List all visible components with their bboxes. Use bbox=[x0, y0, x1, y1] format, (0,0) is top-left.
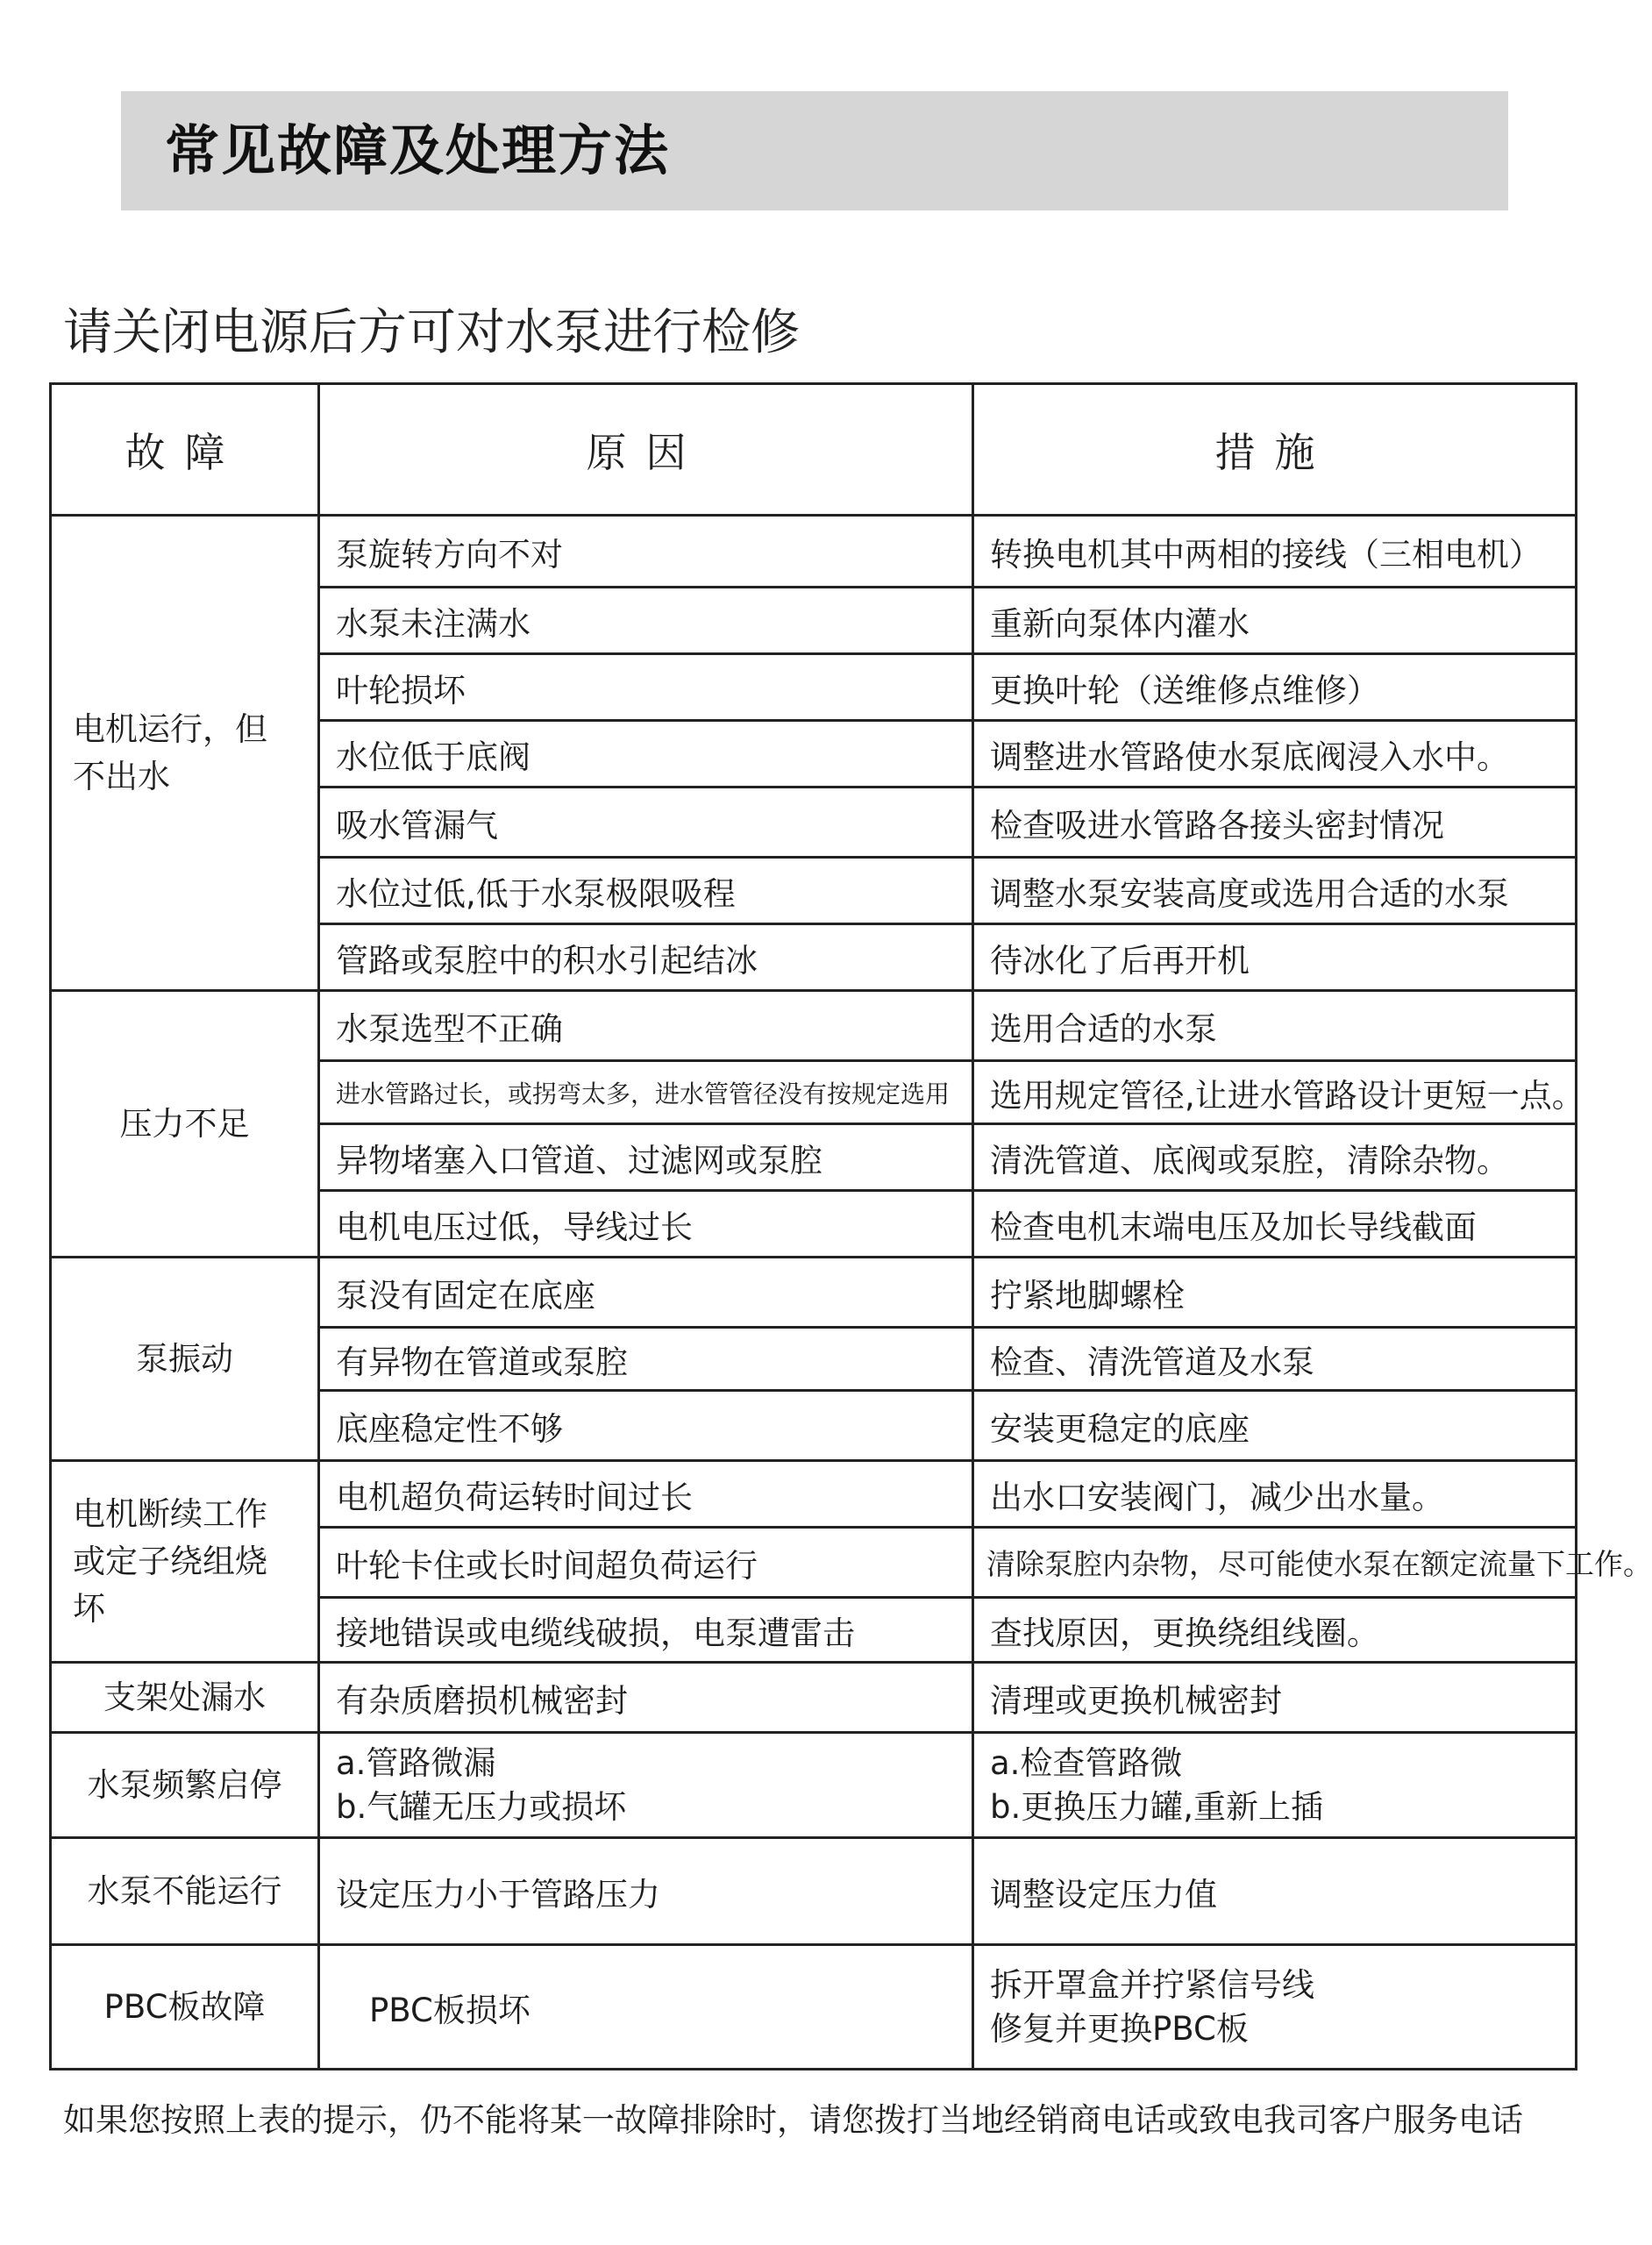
cause-line: b.气罐无压力或损坏 bbox=[336, 1787, 627, 1826]
cause-cell: 吸水管漏气 bbox=[319, 788, 973, 858]
action-cell: 调整设定压力值 bbox=[973, 1838, 1577, 1945]
cause-cell: 电机超负荷运转时间过长 bbox=[319, 1461, 973, 1528]
action-cell: 查找原因，更换绕组线圈。 bbox=[973, 1598, 1577, 1663]
action-cell: 转换电机其中两相的接线（三相电机） bbox=[973, 516, 1577, 588]
action-cell: 选用合适的水泵 bbox=[973, 991, 1577, 1061]
fault-cell: 电机断续工作或定子绕组烧坏 bbox=[51, 1461, 319, 1663]
action-cell bbox=[973, 1945, 1577, 2070]
action-line: b.更换压力罐,重新上插 bbox=[990, 1787, 1324, 1826]
header-action: 措施 bbox=[973, 384, 1577, 516]
action-cell: 检查电机末端电压及加长导线截面 bbox=[973, 1191, 1577, 1258]
table-header-row bbox=[51, 384, 1577, 516]
action-cell: 调整水泵安装高度或选用合适的水泵 bbox=[973, 858, 1577, 924]
fault-cell: 水泵不能运行 bbox=[51, 1838, 319, 1945]
action-cell: 待冰化了后再开机 bbox=[973, 924, 1577, 991]
fault-cell: 水泵频繁启停 bbox=[51, 1733, 319, 1838]
fault-cell: 泵振动 bbox=[51, 1258, 319, 1461]
page-title: 常见故障及处理方法 bbox=[165, 118, 671, 182]
action-cell bbox=[973, 1733, 1577, 1838]
title-bar bbox=[121, 91, 1508, 210]
action-cell: 拧紧地脚螺栓 bbox=[973, 1258, 1577, 1328]
fault-cell: 支架处漏水 bbox=[51, 1663, 319, 1733]
cause-cell: 电机电压过低，导线过长 bbox=[319, 1191, 973, 1258]
cause-cell: 接地错误或电缆线破损，电泵遭雷击 bbox=[319, 1598, 973, 1663]
cause-cell: PBC板损坏 bbox=[319, 1945, 973, 2070]
cause-cell: 水位低于底阀 bbox=[319, 721, 973, 788]
header-cause: 原因 bbox=[319, 384, 973, 516]
table-row bbox=[51, 1733, 1577, 1838]
cause-cell: 水泵选型不正确 bbox=[319, 991, 973, 1061]
fault-table bbox=[49, 382, 1652, 2070]
table-row bbox=[51, 516, 1577, 588]
cause-cell: 异物堵塞入口管道、过滤网或泵腔 bbox=[319, 1124, 973, 1191]
cause-cell: 有杂质磨损机械密封 bbox=[319, 1663, 973, 1733]
table-row bbox=[51, 1663, 1577, 1733]
action-cell: 检查吸进水管路各接头密封情况 bbox=[973, 788, 1577, 858]
table-row bbox=[51, 1461, 1577, 1528]
cause-line: a.管路微漏 bbox=[336, 1743, 496, 1782]
cause-cell: 泵旋转方向不对 bbox=[319, 516, 973, 588]
action-cell: 安装更稳定的底座 bbox=[973, 1391, 1577, 1461]
footer-note: 如果您按照上表的提示，仍不能将某一故障排除时，请您拨打当地经销商电话或致电我司客户服务电话 bbox=[63, 2101, 1523, 2139]
action-cell: 调整进水管路使水泵底阀浸入水中。 bbox=[973, 721, 1577, 788]
action-cell: 检查、清洗管道及水泵 bbox=[973, 1328, 1577, 1391]
cause-cell: 叶轮卡住或长时间超负荷运行 bbox=[319, 1528, 973, 1598]
safety-notice: 请关闭电源后方可对水泵进行检修 bbox=[63, 304, 800, 361]
action-line: 拆开罩盒并拧紧信号线 bbox=[990, 1965, 1314, 2004]
cause-cell: 有异物在管道或泵腔 bbox=[319, 1328, 973, 1391]
fault-cell: 电机运行，但不出水 bbox=[51, 516, 319, 991]
cause-cell: 管路或泵腔中的积水引起结冰 bbox=[319, 924, 973, 991]
cause-cell: 泵没有固定在底座 bbox=[319, 1258, 973, 1328]
action-line: a.检查管路微 bbox=[990, 1743, 1183, 1782]
cause-cell: 设定压力小于管路压力 bbox=[319, 1838, 973, 1945]
action-cell: 出水口安装阀门，减少出水量。 bbox=[973, 1461, 1577, 1528]
action-cell: 选用规定管径,让进水管路设计更短一点。 bbox=[973, 1061, 1577, 1124]
cause-cell: 进水管路过长，或拐弯太多，进水管管径没有按规定选用 bbox=[319, 1061, 973, 1124]
cause-cell: 底座稳定性不够 bbox=[319, 1391, 973, 1461]
table-row bbox=[51, 1838, 1577, 1945]
fault-cell: PBC板故障 bbox=[51, 1945, 319, 2070]
cause-cell: 水泵未注满水 bbox=[319, 588, 973, 654]
action-cell: 重新向泵体内灌水 bbox=[973, 588, 1577, 654]
table-row bbox=[51, 1945, 1577, 2070]
action-cell: 清理或更换机械密封 bbox=[973, 1663, 1577, 1733]
cause-cell: 叶轮损坏 bbox=[319, 654, 973, 721]
header-fault: 故障 bbox=[51, 384, 319, 516]
action-cell: 清除泵腔内杂物，尽可能使水泵在额定流量下工作。 bbox=[973, 1528, 1577, 1598]
action-line: 修复并更换PBC板 bbox=[990, 2009, 1249, 2048]
action-cell: 更换叶轮（送维修点维修） bbox=[973, 654, 1577, 721]
cause-cell: 水位过低,低于水泵极限吸程 bbox=[319, 858, 973, 924]
cause-cell bbox=[319, 1733, 973, 1838]
action-cell: 清洗管道、底阀或泵腔，清除杂物。 bbox=[973, 1124, 1577, 1191]
table-row bbox=[51, 991, 1577, 1061]
table-row bbox=[51, 1258, 1577, 1328]
fault-cell: 压力不足 bbox=[51, 991, 319, 1258]
